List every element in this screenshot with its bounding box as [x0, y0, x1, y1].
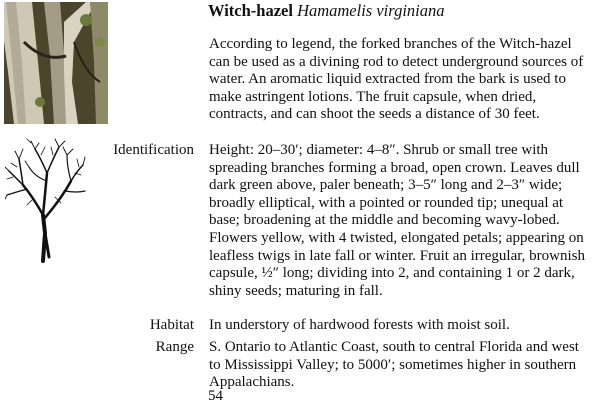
habitat-label: Habitat — [149, 317, 194, 333]
common-name: Witch-hazel — [208, 1, 293, 20]
range-text: S. Ontario to Atlantic Coast, south to central Florida and west to Mississippi Valley; to 5000′; sometimes higher in southern Appalachians. — [209, 339, 579, 391]
species-title — [208, 0, 444, 22]
bark-photo — [4, 2, 108, 124]
page-number: 54 — [208, 388, 223, 404]
identification-text: Height: 20–30′; diameter: 4–8″. Shrub or small tree with spreading branches forming a broad, open crown. Leaves dull dark green above, paler beneath; 3–5″ long and 2–3″ wide; broadly elliptical, with a pointed or rounded tip; unequal at base; broadening at the middle and becoming wavy-lobed. Flowers yellow, with 4 twisted, elongated petals; appearing on leafless twigs in late fall or winter. Fruit an irregular, brownish capsule, ½″ long; dividing into 2, and containing 1 or 2 dark, shiny seeds; maturing in fall. — [209, 142, 585, 299]
identification-label: Identification — [113, 142, 194, 158]
habitat-text: In understory of hardwood forests with moist soil. — [209, 317, 510, 333]
range-label: Range — [155, 339, 194, 355]
intro-paragraph: According to legend, the forked branches of the Witch-hazel can be used as a divining rod to detect underground sources of water. An aromatic liquid extracted from the bark is used to make astringent lotions. The fruit capsule, when dried, contracts, and can shoot the seeds a distance of 30 feet. — [209, 36, 584, 123]
scientific-name: Hamamelis virginiana — [297, 1, 445, 20]
tree-silhouette-illustration — [5, 137, 87, 263]
